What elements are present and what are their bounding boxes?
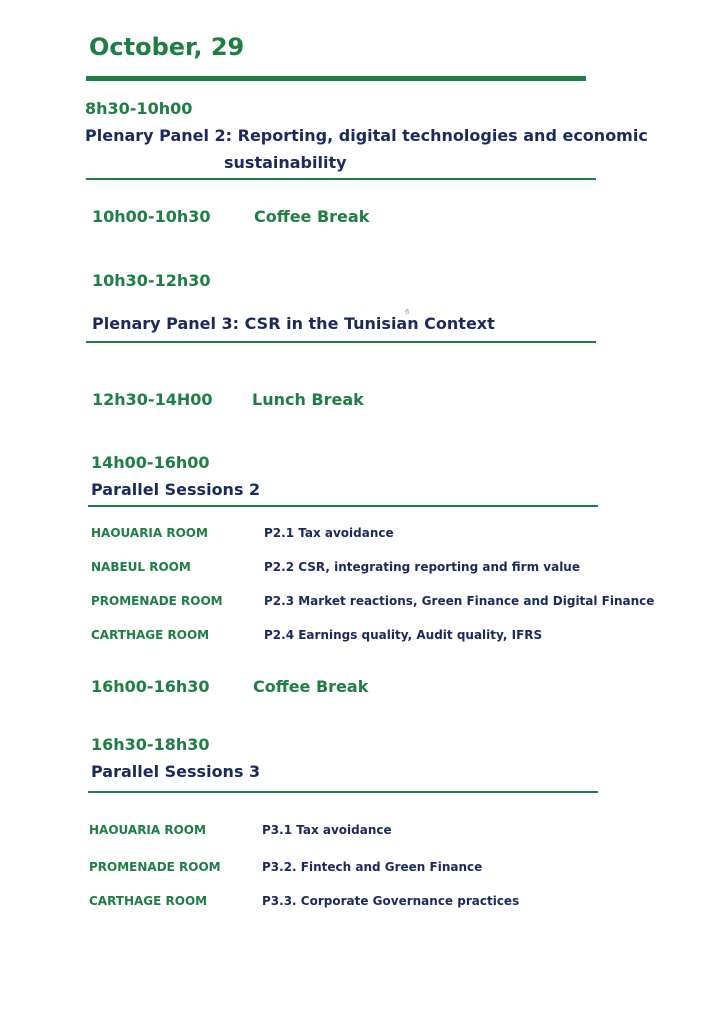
room-haouaria-p2: HAOUARIA ROOM — [91, 526, 208, 540]
room-promenade-p2: PROMENADE ROOM — [91, 594, 223, 608]
session-p3-2: P3.2. Fintech and Green Finance — [262, 860, 483, 874]
lunch-break-label: Lunch Break — [252, 390, 364, 409]
plenary-3-time: 10h30-12h30 — [92, 271, 211, 290]
divider-3 — [88, 505, 598, 507]
coffee-break-1-time: 10h00-10h30 — [92, 207, 211, 226]
room-haouaria-p3: HAOUARIA ROOM — [89, 823, 206, 837]
session-p3-1: P3.1 Tax avoidance — [262, 823, 392, 837]
parallel-2-time: 14h00-16h00 — [91, 453, 210, 472]
session-p2-3: P2.3 Market reactions, Green Finance and Digital Finance — [264, 594, 655, 608]
plenary-2-time: 8h30-10h00 — [85, 99, 193, 118]
plenary-3-title: Plenary Panel 3: CSR in the Tunisian Context — [92, 314, 495, 333]
day-title: October, 29 — [89, 33, 245, 61]
session-p2-2: P2.2 CSR, integrating reporting and firm value — [264, 560, 580, 574]
divider-1 — [86, 178, 596, 180]
coffee-break-2-label: Coffee Break — [253, 677, 369, 696]
divider-4 — [88, 791, 598, 793]
lunch-break-time: 12h30-14H00 — [92, 390, 213, 409]
coffee-break-2-time: 16h00-16h30 — [91, 677, 210, 696]
session-p3-3: P3.3. Corporate Governance practices — [262, 894, 520, 908]
parallel-3-time: 16h30-18h30 — [91, 735, 210, 754]
room-promenade-p3: PROMENADE ROOM — [89, 860, 221, 874]
session-p2-1: P2.1 Tax avoidance — [264, 526, 394, 540]
room-carthage-p2: CARTHAGE ROOM — [91, 628, 210, 642]
title-underline — [86, 76, 586, 81]
plenary-2-title-line2: sustainability — [224, 153, 347, 172]
coffee-break-1-label: Coffee Break — [254, 207, 370, 226]
parallel-2-title: Parallel Sessions 2 — [91, 480, 261, 499]
divider-2 — [86, 341, 596, 343]
parallel-3-title: Parallel Sessions 3 — [91, 762, 261, 781]
room-carthage-p3: CARTHAGE ROOM — [89, 894, 208, 908]
plenary-2-title-line1: Plenary Panel 2: Reporting, digital technologies and economic — [85, 126, 648, 145]
page-number: 6 — [405, 308, 410, 316]
room-nabeul-p2: NABEUL ROOM — [91, 560, 191, 574]
session-p2-4: P2.4 Earnings quality, Audit quality, IFRS — [264, 628, 543, 642]
